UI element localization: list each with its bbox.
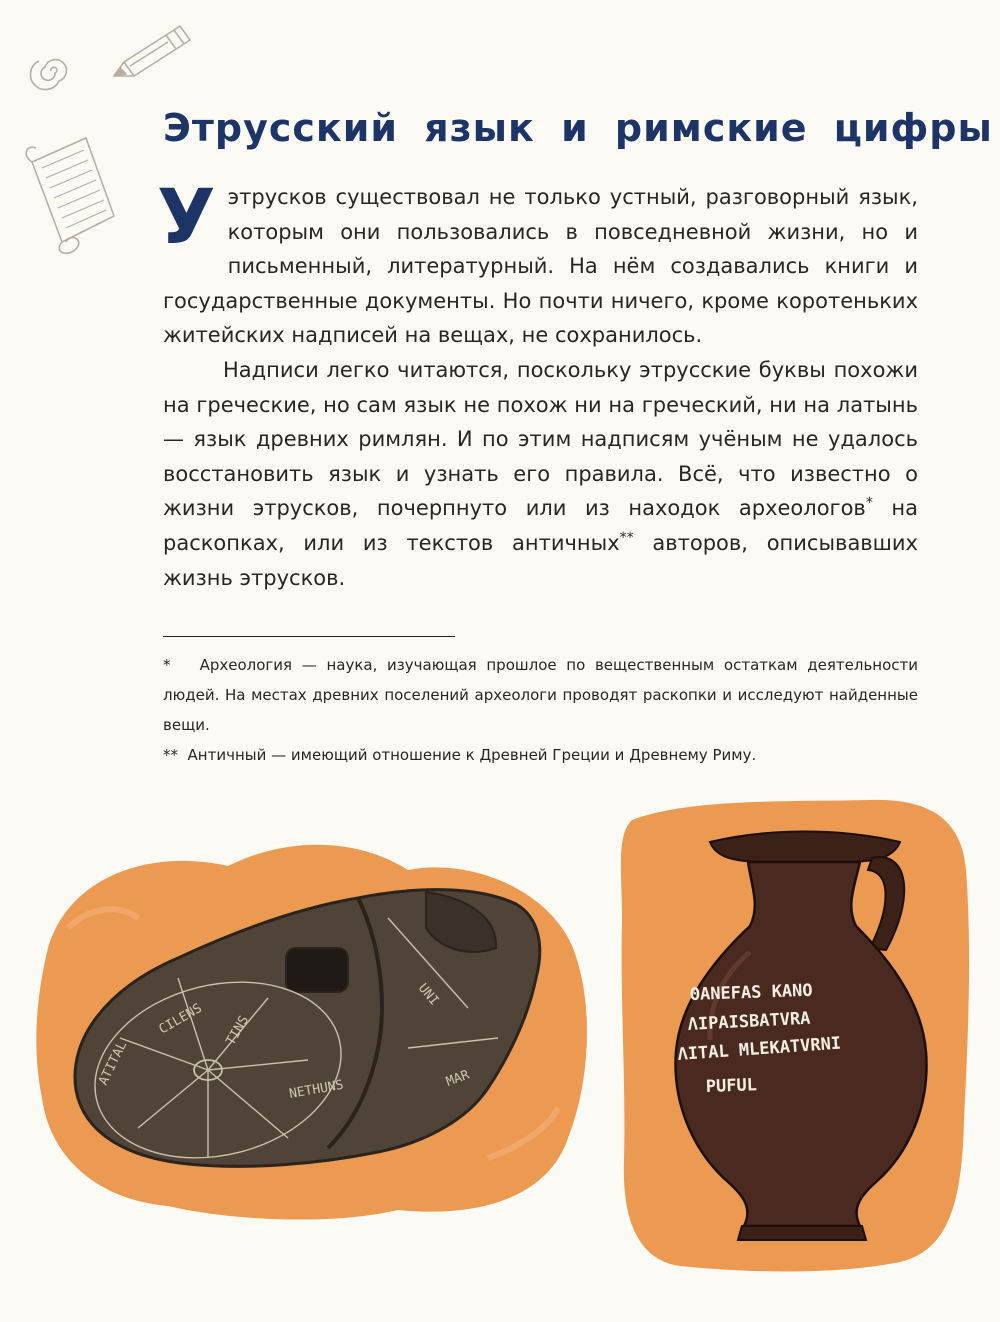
- paragraph-2-text-c: авторов, описывавших жизнь этрусков.: [163, 530, 918, 590]
- liver-inscription-2: CILENS: [156, 1000, 205, 1038]
- main-text: [157, 172, 918, 595]
- liver-inscription-1: ATITAL: [96, 1038, 131, 1088]
- spiral-doodle-icon: [28, 48, 74, 94]
- page-title: Этрусский язык и римские цифры: [163, 106, 993, 150]
- vase-inscription-4: PUFUL: [705, 1075, 758, 1097]
- liver-inscription-4: NETHUNS: [288, 1077, 345, 1102]
- pencil-doodle-icon: [96, 18, 196, 88]
- footnote-2-text: Античный — имеющий отношение к Древней Греции и Древнему Риму.: [187, 746, 757, 764]
- footnote-1: [163, 650, 918, 740]
- bronze-liver-illustration: [28, 808, 598, 1228]
- drop-cap: У: [157, 172, 216, 261]
- liver-inscription-6: MAR: [444, 1067, 472, 1090]
- footnote-divider: [163, 636, 455, 637]
- footnote-1-text: Археология — наука, изучающая прошлое по вещественным остаткам деятельности людей. На местах древних поселений археологи проводят раскопки и исследуют найденные вещи.: [163, 656, 918, 734]
- paragraph-1: [157, 172, 918, 353]
- paragraph-2-text-a: Надписи легко читаются, поскольку этрусские буквы похожи на греческие, но сам язык не похож ни на греческий, ни на латынь — язык древних римлян. И по этим надписям учёным не удалось восстановить язык и узнать его правила. Всё, что известно о жизни этрусков, почерпнуто или из находок археологов: [163, 357, 918, 521]
- scroll-doodle-icon: [18, 128, 128, 260]
- liver-inscription-3: TINS: [223, 1013, 253, 1048]
- footnote-1-marker: *: [163, 656, 171, 674]
- liver-inscription-5: UNI: [414, 980, 442, 1009]
- footnote-2: [163, 740, 918, 770]
- paragraph-1-text: этрусков существовал не только устный, разговорный язык, которым они пользовались в повседневной жизни, но и письменный, литературный. На нём создавались книги и государственные документы. Но почти ничего, кроме коротеньких житейских надписей на вещах, не сохранилось.: [163, 185, 918, 348]
- footnote-marker-1: *: [865, 495, 873, 512]
- vase-inscription-1: ΘANEFAS KANO: [689, 980, 813, 1005]
- paragraph-2: [163, 353, 918, 595]
- vase-inscription-2: ΛIPAISBATVRA: [687, 1008, 811, 1035]
- etruscan-vase-illustration: [610, 780, 980, 1280]
- footnote-marker-2: **: [619, 529, 634, 546]
- vase-inscription-3: ΛITAL MLEKATVRNI: [676, 1033, 842, 1065]
- footnote-2-marker: **: [163, 746, 178, 764]
- footnotes: [163, 650, 918, 770]
- paragraph-2-text-b: на раскопках, или из текстов античных: [163, 496, 918, 555]
